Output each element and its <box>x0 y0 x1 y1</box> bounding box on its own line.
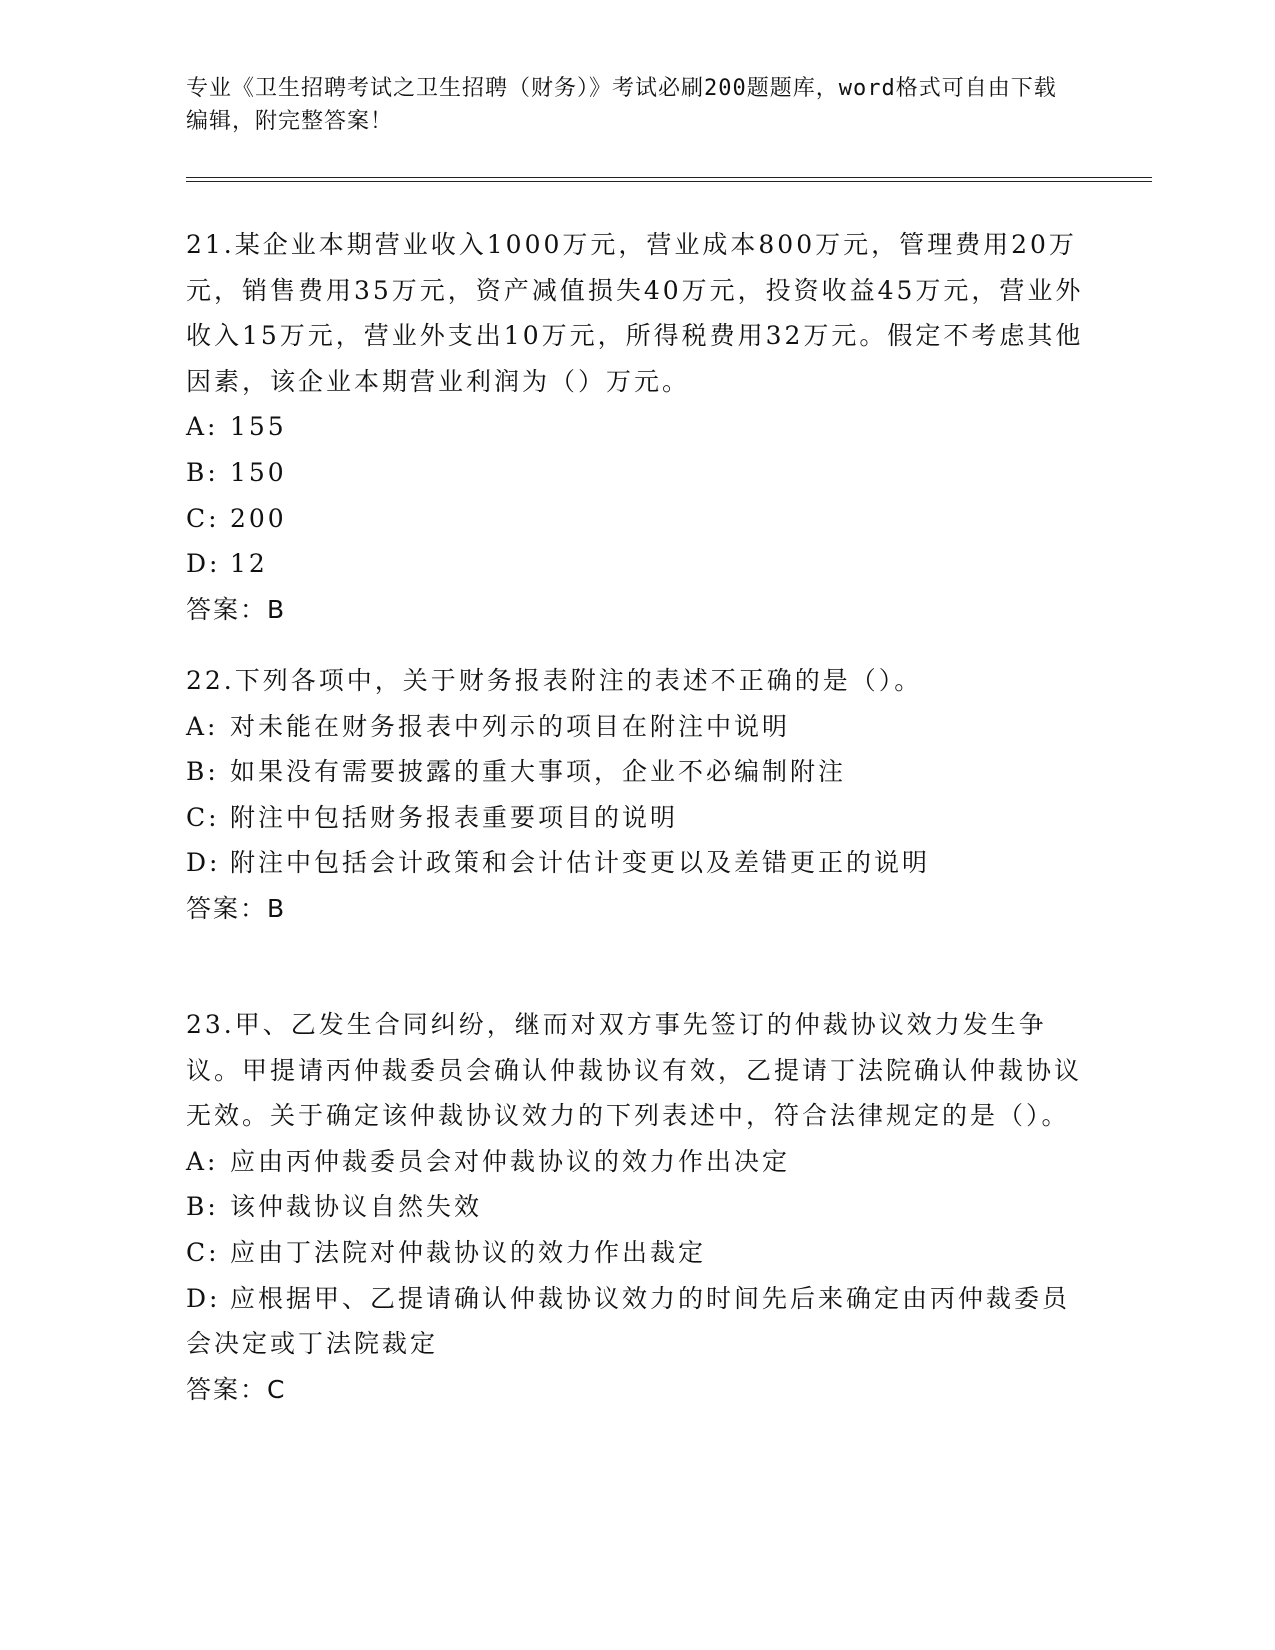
option-text: 155 <box>230 412 287 442</box>
option-d <box>186 840 1086 886</box>
option-b <box>186 450 1086 496</box>
option-key: C: <box>186 1237 220 1267</box>
option-a <box>186 404 1086 450</box>
option-key: B: <box>186 757 219 787</box>
option-text: 应由丁法院对仲裁协议的效力作出裁定 <box>230 1237 707 1267</box>
option-text: 应根据甲、乙提请确认仲裁协议效力的时间先后来确定由丙仲裁委员会决定或丁法院裁定 <box>186 1283 1071 1359</box>
option-d <box>186 1276 1086 1367</box>
document-header-title: 专业《卫生招聘考试之卫生招聘（财务）》考试必刷200题题库，word格式可自由下载编辑，附完整答案！ <box>186 76 1057 134</box>
option-text: 附注中包括会计政策和会计估计变更以及差错更正的说明 <box>230 848 931 878</box>
answer-line: 答案：B <box>186 893 287 923</box>
option-a <box>186 704 1086 750</box>
header-double-rule <box>186 177 1152 182</box>
option-d <box>186 541 1086 587</box>
option-text: 12 <box>230 549 268 579</box>
option-text: 该仲裁协议自然失效 <box>230 1192 483 1222</box>
option-text: 如果没有需要披露的重大事项，企业不必编制附注 <box>230 757 847 787</box>
option-a <box>186 1139 1086 1185</box>
option-b <box>186 1184 1086 1230</box>
question-stem: 23.甲、乙发生合同纠纷，继而对双方事先签订的仲裁协议效力发生争议。甲提请丙仲裁委员会确认仲裁协议有效，乙提请丁法院确认仲裁协议无效。关于确定该仲裁协议效力的下列表述中，符合法律规定的是（）。 <box>186 1010 1083 1131</box>
option-text: 对未能在财务报表中列示的项目在附注中说明 <box>230 711 791 741</box>
option-key: D: <box>186 848 221 878</box>
option-key: B: <box>186 1192 219 1222</box>
question-22 <box>186 658 1086 932</box>
answer-line: 答案：C <box>186 1374 287 1404</box>
option-key: C: <box>186 802 220 832</box>
option-key: C: <box>186 503 220 533</box>
option-c <box>186 496 1086 542</box>
question-21 <box>186 222 1086 632</box>
option-key: D: <box>186 1283 221 1313</box>
question-stem: 21.某企业本期营业收入1000万元，营业成本800万元，管理费用20万元，销售费用35万元，资产减值损失40万元，投资收益45万元，营业外收入15万元，营业外支出10万元，所得税费用32万元。假定不考虑其他因素，该企业本期营业利润为（）万元。 <box>186 230 1084 396</box>
option-text: 附注中包括财务报表重要项目的说明 <box>230 802 679 832</box>
option-key: A: <box>186 1146 219 1176</box>
option-key: A: <box>186 412 219 442</box>
question-23 <box>186 1002 1086 1412</box>
option-text: 200 <box>230 503 287 533</box>
option-key: D: <box>186 549 221 579</box>
option-text: 应由丙仲裁委员会对仲裁协议的效力作出决定 <box>230 1146 791 1176</box>
option-text: 150 <box>230 457 287 487</box>
option-key: B: <box>186 457 219 487</box>
question-stem: 22.下列各项中，关于财务报表附注的表述不正确的是（）。 <box>186 666 923 695</box>
answer-line: 答案：B <box>186 594 287 624</box>
option-c <box>186 1230 1086 1276</box>
option-b <box>186 749 1086 795</box>
option-c <box>186 795 1086 841</box>
option-key: A: <box>186 711 219 741</box>
